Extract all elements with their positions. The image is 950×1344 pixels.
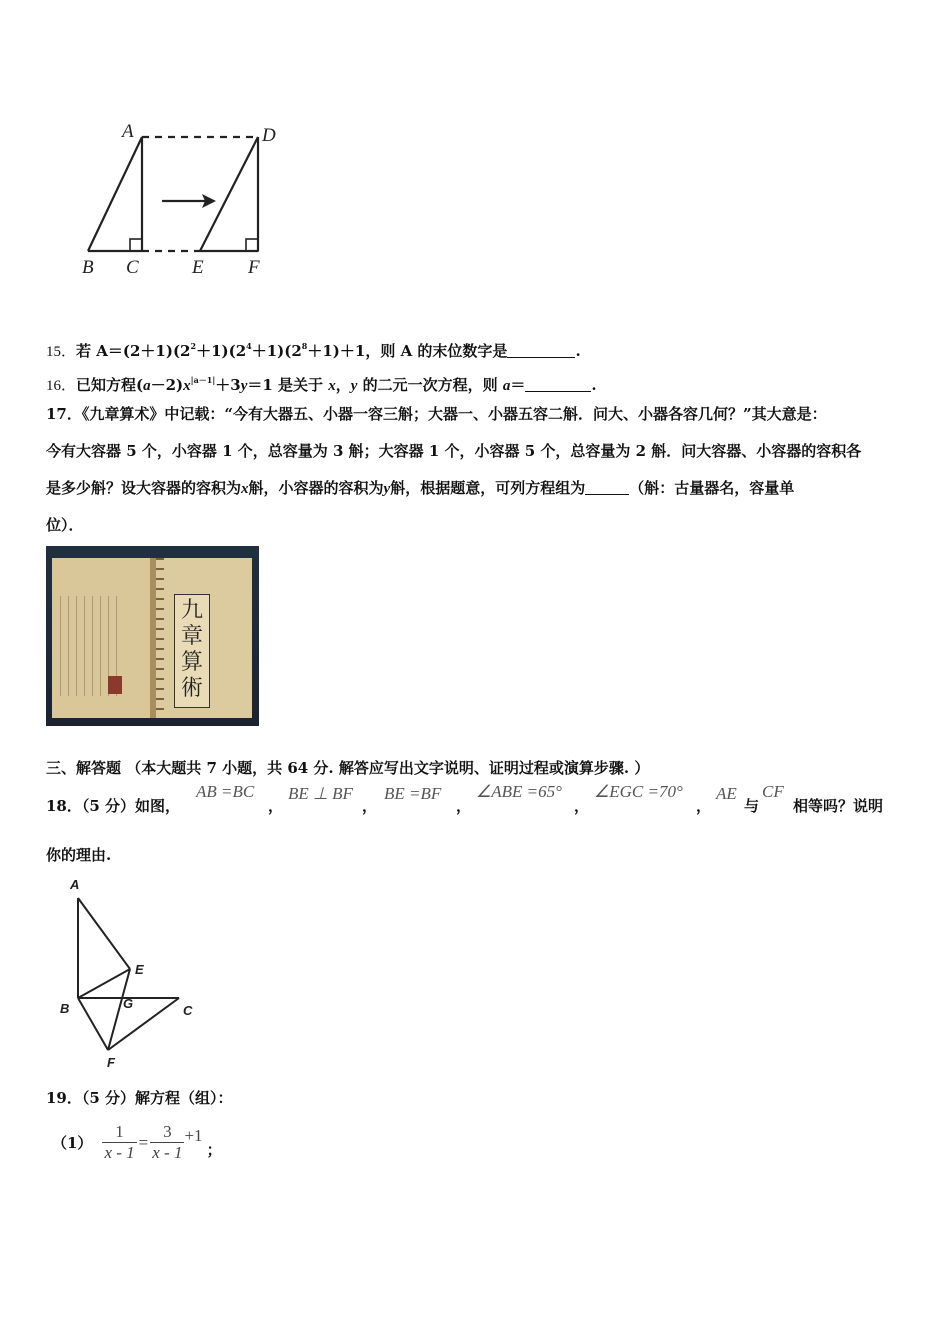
answer-blank-15[interactable] [507, 343, 575, 358]
answer-blank-17[interactable] [585, 480, 629, 495]
fraction-2: $\frac{3}{x - 1}$ [152, 1122, 183, 1162]
question-17-line-2: 今有大容器 5 个，小容器 1 个，总容量为 3 斛；大容器 1 个，小容器 5 个，总容量为 2 斛．问大容器、小容器的容积各 [46, 442, 862, 460]
book-title: 九章算術 [180, 598, 203, 701]
segment-ae: AE [716, 784, 737, 803]
segment-ae-fig [78, 898, 130, 969]
label-f-fig: F [107, 1055, 115, 1070]
section-3-heading: 三、解答题 （本大题共 7 小题，共 64 分. 解答应写出文字说明、证明过程或演算步骤. ） [46, 759, 650, 777]
question-16: 16．已知方程$(a-2)x^{|a-1|}+3y=1$ 是关于 x，y 的二元一次方程，则 a＝ . [46, 375, 597, 394]
question-18-line-2: 你的理由. [46, 846, 112, 864]
segment-cf: CF [762, 782, 784, 801]
cond-be-bf: BE =BF [384, 784, 442, 803]
cond-ab-bc: AB =BC [196, 782, 255, 801]
cond-angle-abe: ∠ABE =65° [476, 782, 562, 801]
jiuzhang-book-image [46, 546, 259, 726]
cond-angle-egc: ∠EGC =70° [594, 782, 683, 801]
label-b: B [82, 257, 94, 278]
segment-be-fig [78, 969, 130, 998]
right-angle-c [130, 239, 142, 251]
translation-figure [70, 115, 300, 285]
label-a: A [122, 121, 134, 142]
label-f: F [248, 257, 260, 278]
segment-cf-fig [108, 998, 179, 1050]
triangle-figure-q18 [55, 870, 215, 1075]
label-c-fig: C [183, 1003, 193, 1018]
label-e-fig: E [135, 962, 144, 977]
label-c: C [126, 257, 139, 278]
label-b-fig: B [60, 1001, 70, 1016]
question-17-line-4: 位）． [46, 516, 84, 534]
cond-be-perp-bf: BE ⊥ BF [288, 784, 353, 803]
answer-blank-16[interactable] [525, 377, 591, 392]
label-g-fig: G [123, 996, 134, 1011]
label-a-fig: A [70, 877, 80, 892]
fraction-1: $\frac{1}{x - 1}$ [104, 1122, 135, 1162]
q15-number: 15． [46, 344, 77, 360]
question-15: 15．若 $A=(2+1)(2^2+1)(2^4+1)(2^8+1)+1$，则 A 的末位数字是 . [46, 341, 581, 360]
seal-stamp-icon [108, 676, 122, 694]
label-d: D [262, 125, 276, 146]
question-18-number: 18．（5 分）如图， [46, 797, 181, 815]
question-17-line-1: 17．《九章算术》中记载：“今有大器五、小器一容三斛；大器一、小器五容二斛．问大、小器各容几何？”其大意是： [46, 405, 827, 423]
segment-de [200, 137, 258, 251]
question-19: 19．（5 分）解方程（组）： [46, 1089, 233, 1107]
label-e: E [192, 257, 204, 278]
question-17-line-3: 是多少斛？设大容器的容积为x斛，小容器的容积为y斛，根据题意，可列方程组为 （斛：古量器名，容量单 [46, 479, 795, 497]
right-angle-f [246, 239, 258, 251]
segment-bf-fig [78, 998, 108, 1050]
question-19-part-1: （1） $\frac{1}{x - 1}$ = $\frac{3}{x - 1}$ +1 ； [52, 1122, 222, 1162]
segment-ab [88, 137, 142, 251]
